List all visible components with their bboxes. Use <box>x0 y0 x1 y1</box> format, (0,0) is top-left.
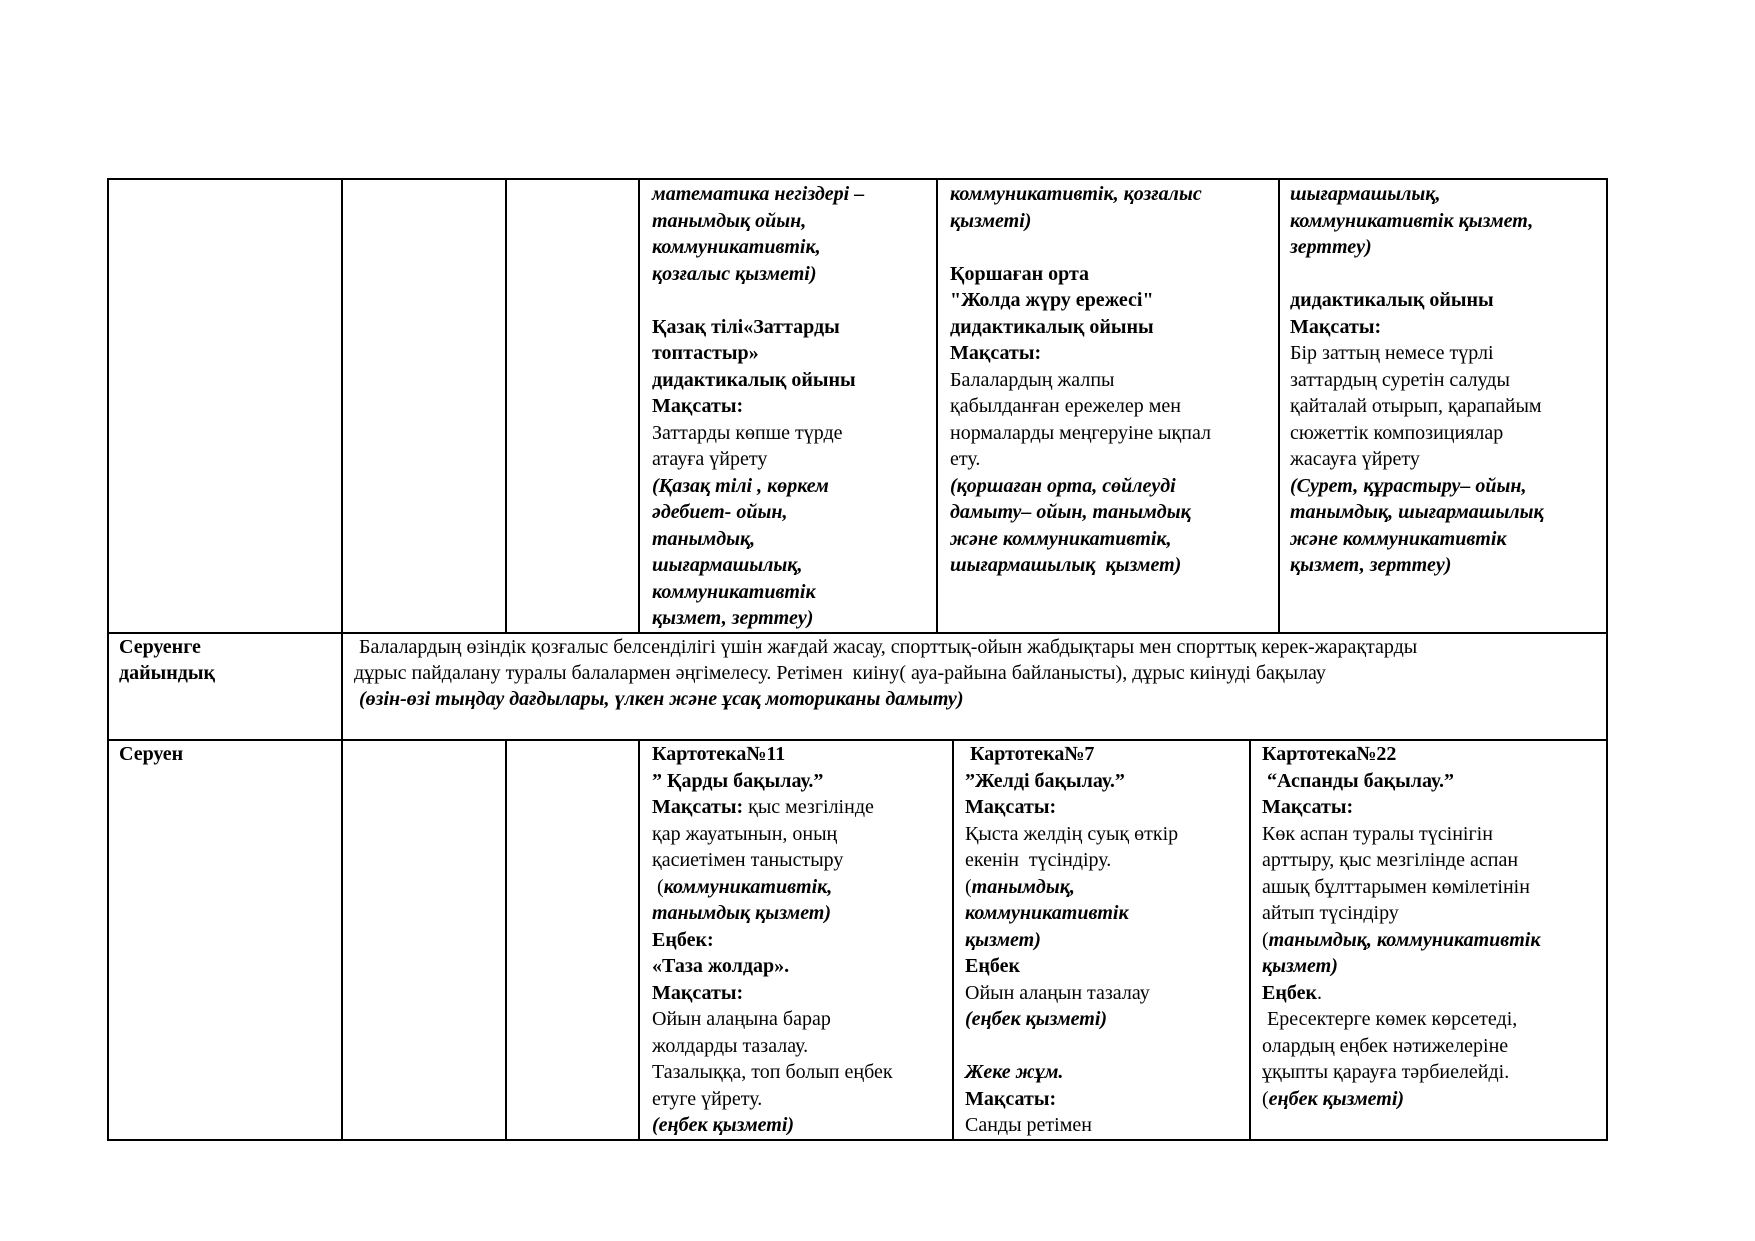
grid-r1-col3-divider <box>638 178 640 633</box>
row1-col4-line: қызмет, зерттеу) <box>652 607 814 629</box>
row1-col6-line: шығармашылық, <box>1290 183 1441 205</box>
text-segment: ұқыпты қарауға тәрбиелейді. <box>1262 1061 1510 1083</box>
row1-col5-line: коммуникативтік, қозғалыс <box>950 183 1202 205</box>
text-segment: танымдық, <box>971 875 1075 898</box>
text-segment: Көк аспан туралы түсінігін <box>1262 822 1493 845</box>
row1-col4-line: атауға үйрету <box>652 448 768 470</box>
row1-col5-line: "Жолда жүру ережесі" <box>950 289 1154 311</box>
row1-col5-line: Балалардың жалпы <box>950 368 1115 391</box>
row3-col6-line <box>1262 768 1454 795</box>
row1-col4-line: коммуникативтік <box>652 580 816 603</box>
row3-col6-line <box>1262 1059 1509 1086</box>
text-segment: арттыру, қыс мезгілінде аспан <box>1262 849 1519 871</box>
row1-col5-line: Қоршаған орта <box>950 262 1090 285</box>
row1-col5-line: Мақсаты: <box>950 342 1042 364</box>
row3-col6-line <box>1262 874 1530 901</box>
row2-content-line1: Балалардың өзіндік қозғалыс белсенділігі үшін жағдай жасау, спорттық-ойын жабдықтары мен спорттық керек-жарақтарды <box>354 636 1418 658</box>
row1-col4-line: коммуникативтік, <box>652 236 821 258</box>
row1-col5-line: ету. <box>950 448 981 470</box>
row1-col4-line: дидактикалық ойыны <box>652 368 856 391</box>
row1-col4-line: Қазақ тілі«Заттарды <box>652 315 840 338</box>
grid-left-border <box>107 178 109 1140</box>
text-segment: Ойын алаңына барар <box>652 1008 831 1030</box>
row3-col5-line <box>965 874 1075 901</box>
row3-col4-line <box>652 794 874 821</box>
text-segment: танымдық қызмет) <box>652 902 832 924</box>
text-segment: Картотека№22 <box>1262 743 1397 765</box>
grid-r1-col4-divider <box>936 178 938 633</box>
row1-col6-line: қайталай отырып, қарапайым <box>1290 395 1542 417</box>
text-segment: Еңбек <box>1262 981 1317 1004</box>
row3-col4-line <box>652 768 823 795</box>
row1-col6-line: зерттеу) <box>1290 236 1372 258</box>
row1-col5-line: дидактикалық ойыны <box>950 315 1154 338</box>
text-segment: Қыста желдің суық өткір <box>965 822 1179 845</box>
text-segment: ( <box>652 875 664 898</box>
row3-col5-line <box>965 847 1111 874</box>
row3-col6-line <box>1262 900 1399 927</box>
text-segment: Тазалыққа, топ болып еңбек <box>652 1061 893 1083</box>
grid-r3-col5-divider <box>1249 739 1251 1140</box>
row3-col6-line <box>1262 847 1518 874</box>
row3-col4-line <box>652 953 789 980</box>
text-segment: еңбек қызметі) <box>1268 1087 1405 1110</box>
row3-col5-line <box>965 953 1020 980</box>
row1-col4-line: шығармашылық, <box>652 554 803 576</box>
row3-col6-line <box>1262 821 1493 848</box>
row3-col5-line <box>965 1059 1063 1086</box>
row3-col5-line <box>965 927 1041 954</box>
text-segment: Еңбек: <box>652 928 714 951</box>
row3-col4-line <box>652 980 743 1007</box>
row3-col4-line <box>652 1112 794 1139</box>
text-segment: Мақсаты: <box>652 981 744 1004</box>
row3-col6-line <box>1262 980 1322 1007</box>
row3-col5-line <box>965 741 1094 768</box>
text-segment: ( <box>1262 1087 1269 1110</box>
grid-r3-col3-divider <box>638 739 640 1140</box>
row1-col6-line: сюжеттік композициялар <box>1290 421 1504 444</box>
row3-col4-line <box>652 741 785 768</box>
row1-col5-line: қызметі) <box>950 209 1032 232</box>
row1-col4-line: топтастыр» <box>652 342 759 364</box>
row3-col6-line <box>1262 1006 1517 1033</box>
text-segment: ( <box>965 875 972 898</box>
row1-col4-line: әдебиет- ойын, <box>652 501 788 523</box>
row1-col4-line: Мақсаты: <box>652 395 744 417</box>
row2-content-line2: дұрыс пайдалану туралы балалармен әңгімелесу. Ретімен киіну( ауа-райына байланысты), дұрыс киінуді бақылау <box>354 662 1326 684</box>
text-segment: қар жауатынын, оның <box>652 822 838 845</box>
row3-col4-line <box>652 874 832 901</box>
row2-label-line1: Серуенге <box>119 636 201 658</box>
text-segment: етуге үйрету. <box>652 1087 763 1110</box>
row3-col5-line <box>965 1086 1056 1113</box>
grid-r1-col5-divider <box>1278 178 1280 633</box>
row1-col5-line: нормаларды меңгеруіне ықпал <box>950 421 1211 444</box>
row1-col4-line: танымдық, <box>652 527 756 550</box>
row3-col4-line <box>652 1059 893 1086</box>
row1-col6-line: Бір заттың немесе түрлі <box>1290 342 1494 364</box>
text-segment: танымдық, коммуникативтік <box>1268 928 1541 951</box>
row1-col5-line: дамыту– ойын, танымдық <box>950 501 1191 523</box>
grid-right-border <box>1606 178 1608 1140</box>
row1-col6-line: дидактикалық ойыны <box>1290 289 1494 311</box>
text-segment: «Таза жолдар». <box>652 955 790 977</box>
row3-col4-line <box>652 927 714 954</box>
grid-r3-col4-divider <box>952 739 954 1140</box>
text-segment: Еңбек <box>965 955 1020 977</box>
row3-col6-line <box>1262 953 1338 980</box>
text-segment: қызмет) <box>965 928 1041 951</box>
text-segment: Санды ретімен <box>965 1114 1092 1136</box>
row3-col6-line <box>1262 1086 1404 1113</box>
text-segment: Ересектерге көмек көрсетеді, <box>1262 1008 1518 1030</box>
text-segment: қыс мезгілінде <box>743 796 874 818</box>
row1-col5-line: және коммуникативтік, <box>950 527 1172 550</box>
text-segment: Мақсаты: <box>652 796 744 818</box>
grid-r3-col2-divider <box>505 739 507 1140</box>
row3-col4-line <box>652 1006 831 1033</box>
row1-col6-line: заттардың суретін салуды <box>1290 368 1510 391</box>
text-segment: Мақсаты: <box>965 1087 1057 1110</box>
row1-col6-line: қызмет, зерттеу) <box>1290 554 1452 576</box>
row3-col4-line <box>652 1033 808 1060</box>
row3-col5-line <box>965 980 1150 1007</box>
text-segment: олардың еңбек нәтижелеріне <box>1262 1034 1509 1057</box>
text-segment: . <box>1317 981 1322 1004</box>
text-segment: “Аспанды бақылау.” <box>1262 769 1454 792</box>
row1-col4-line: математика негіздері – <box>652 183 865 205</box>
row3-col4-line <box>652 900 831 927</box>
row3-col5-line <box>965 794 1056 821</box>
text-segment: ” Қарды бақылау.” <box>652 769 824 792</box>
row1-col6-line: коммуникативтік қызмет, <box>1290 209 1534 232</box>
text-segment: ( <box>1262 928 1269 951</box>
row3-col4-line <box>652 821 837 848</box>
grid-top-border <box>107 178 1608 180</box>
text-segment: коммуникативтік, <box>663 875 833 898</box>
text-segment: (еңбек қызметі) <box>965 1008 1108 1030</box>
row1-col4-line: қозғалыс қызметі) <box>652 262 817 285</box>
row3-col5-line <box>965 768 1125 795</box>
row3-col6-line <box>1262 794 1353 821</box>
text-segment: Ойын алаңын тазалау <box>965 981 1150 1004</box>
row1-col6-line: және коммуникативтік <box>1290 527 1507 550</box>
row1-col6-line: (Сурет, құрастыру– ойын, <box>1290 474 1527 497</box>
text-segment: қасиетімен таныстыру <box>652 849 844 871</box>
text-segment: ”Желді бақылау.” <box>965 769 1125 792</box>
row3-col6-line <box>1262 741 1396 768</box>
text-segment: Картотека№7 <box>965 743 1095 765</box>
text-segment: ашық бұлттарымен көмілетінін <box>1262 875 1530 898</box>
text-segment: жолдарды тазалау. <box>652 1034 809 1057</box>
text-segment: Мақсаты: <box>965 796 1057 818</box>
row3-col6-line <box>1262 927 1540 954</box>
row1-col5-line: шығармашылық қызмет) <box>950 554 1182 576</box>
row1-col6-line: танымдық, шығармашылық <box>1290 501 1544 523</box>
row3-col4-line <box>652 1086 762 1113</box>
text-segment: коммуникативтік <box>965 902 1129 924</box>
row1-col5-line: қабылданған ережелер мен <box>950 395 1182 417</box>
row2-label-line2: дайындық <box>119 662 216 684</box>
row1-col5-line: (қоршаған орта, сөйлеуді <box>950 474 1176 497</box>
text-segment: айтып түсіндіру <box>1262 902 1399 924</box>
row3-col5-line <box>965 900 1129 927</box>
text-segment: Жеке жұм. <box>965 1061 1064 1083</box>
row1-col6-line: жасауға үйрету <box>1290 448 1420 470</box>
text-segment: Мақсаты: <box>1262 796 1354 818</box>
text-segment: Картотека№11 <box>652 743 786 765</box>
row3-label: Серуен <box>119 743 184 765</box>
row3-col4-line <box>652 847 843 874</box>
text-segment: қызмет) <box>1262 955 1338 977</box>
grid-r1-col2-divider <box>505 178 507 633</box>
row3-col5-line <box>965 1112 1092 1139</box>
row3-col5-line <box>965 1006 1107 1033</box>
text-segment: (еңбек қызметі) <box>652 1114 795 1136</box>
text-segment: екенін түсіндіру. <box>965 849 1112 871</box>
grid-bottom-border <box>107 1139 1608 1141</box>
row1-col6-line: Мақсаты: <box>1290 315 1382 338</box>
row1-col4-line: (Қазақ тілі , көркем <box>652 474 829 497</box>
row2-content-line3: (өзін-өзі тыңдау дағдылары, үлкен және ұсақ моториканы дамыту) <box>354 688 964 710</box>
row1-col4-line: Заттарды көпше түрде <box>652 421 843 444</box>
grid-col1-divider <box>341 178 343 1140</box>
row1-col4-line: танымдық ойын, <box>652 209 807 232</box>
row3-col5-line <box>965 821 1178 848</box>
row3-col6-line <box>1262 1033 1508 1060</box>
